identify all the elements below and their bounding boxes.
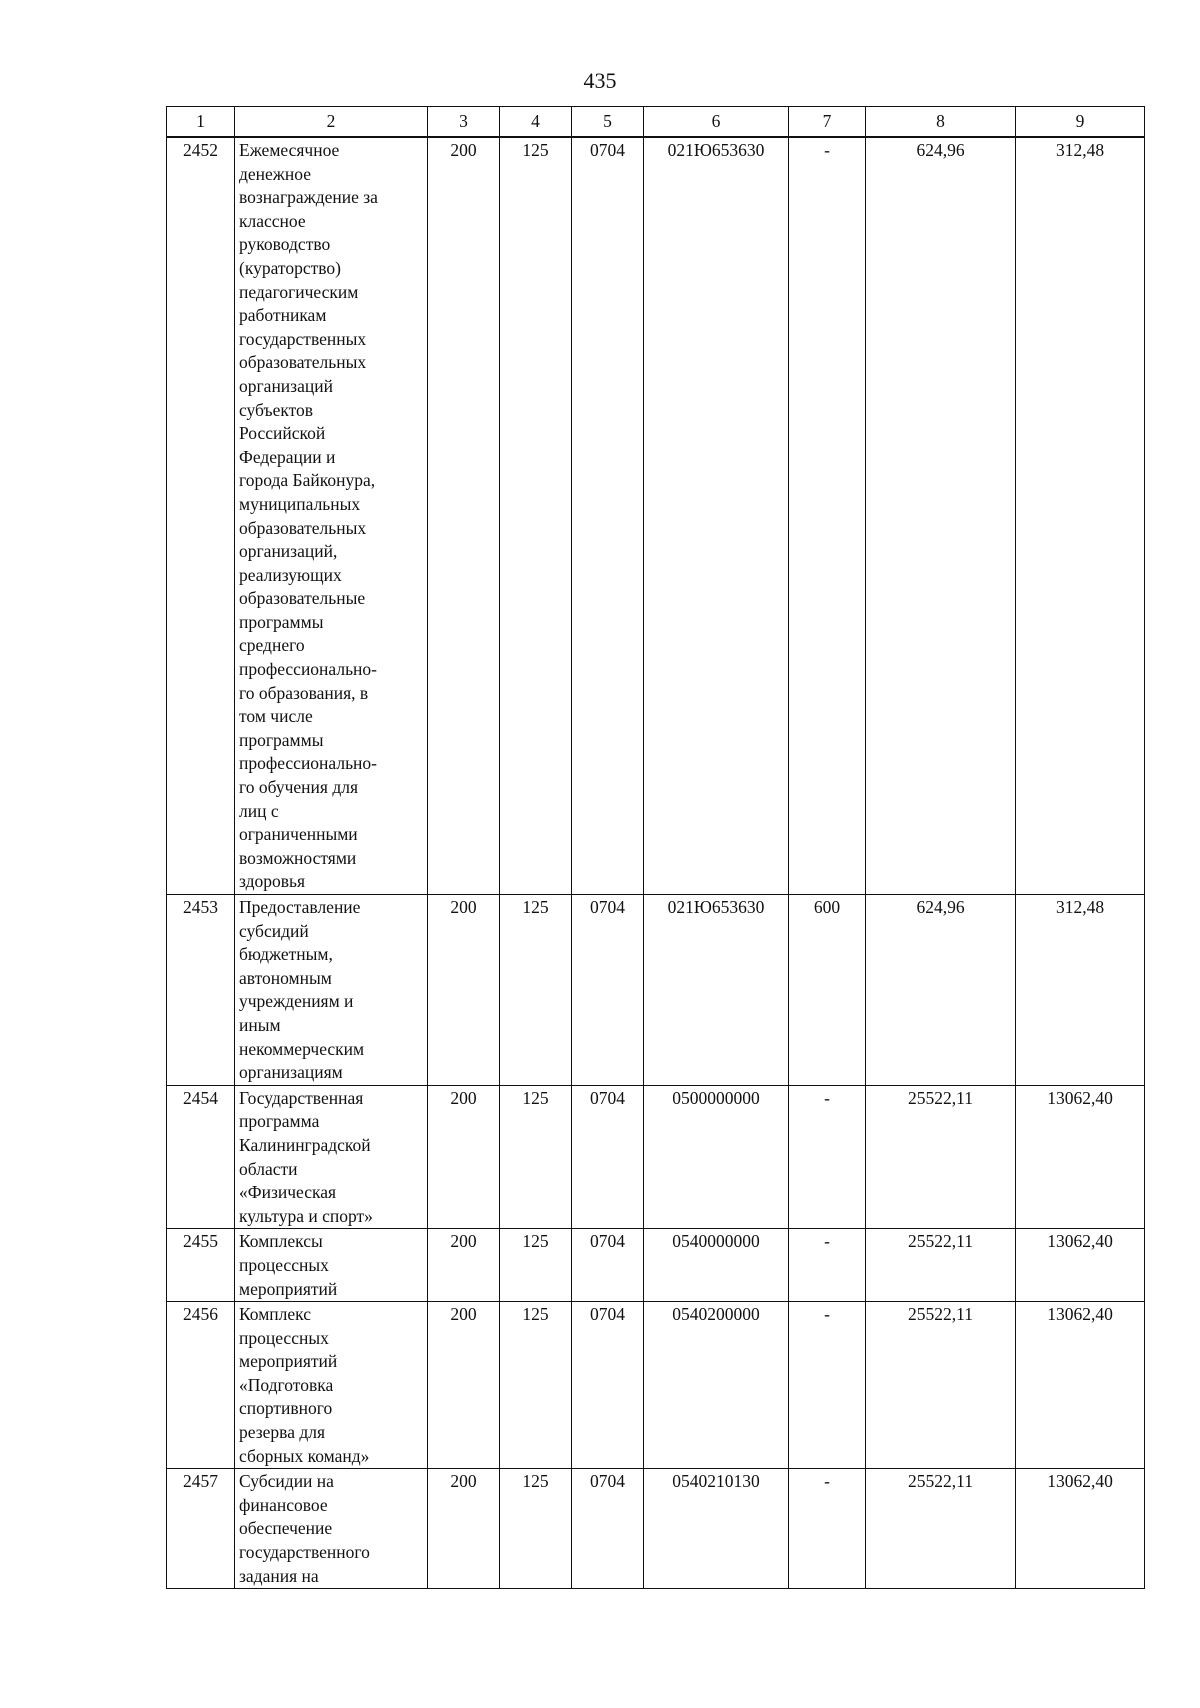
table-row <box>167 1469 1145 1589</box>
table-row <box>167 895 1145 1086</box>
cell-col4: 125 <box>500 1302 572 1469</box>
row-name-text: Предоставление субсидий бюджетным, автономным учреждениям и иным некоммерческим организациям <box>239 897 365 1083</box>
row-number-cell: 2456 <box>167 1302 235 1469</box>
row-name-text: Государственная программа Калининградской области «Физическая культура и спорт» <box>239 1087 373 1226</box>
cell-col7: - <box>789 1085 866 1229</box>
cell-col6: 021Ю653630 <box>644 895 789 1086</box>
cell-col7: 600 <box>789 895 866 1086</box>
row-name-cell <box>235 1469 428 1589</box>
row-number-cell: 2457 <box>167 1469 235 1589</box>
column-header: 5 <box>572 107 644 138</box>
column-header: 9 <box>1016 107 1145 138</box>
column-header: 4 <box>500 107 572 138</box>
column-header: 6 <box>644 107 789 138</box>
budget-table <box>166 106 1145 1589</box>
cell-col9: 13062,40 <box>1016 1469 1145 1589</box>
cell-col4: 125 <box>500 1229 572 1302</box>
cell-col6: 0500000000 <box>644 1085 789 1229</box>
row-name-cell <box>235 1302 428 1469</box>
column-header: 8 <box>866 107 1016 138</box>
cell-col6: 021Ю653630 <box>644 137 789 895</box>
row-name-text: Субсидии на финансовое обеспечение государственного задания на <box>239 1471 370 1586</box>
cell-col8: 25522,11 <box>866 1469 1016 1589</box>
cell-col9: 13062,40 <box>1016 1229 1145 1302</box>
column-header: 3 <box>428 107 500 138</box>
cell-col7: - <box>789 1302 866 1469</box>
row-name-cell <box>235 895 428 1086</box>
cell-col6: 0540200000 <box>644 1302 789 1469</box>
cell-col4: 125 <box>500 137 572 895</box>
cell-col9: 312,48 <box>1016 895 1145 1086</box>
cell-col6: 0540000000 <box>644 1229 789 1302</box>
cell-col9: 13062,40 <box>1016 1302 1145 1469</box>
cell-col8: 624,96 <box>866 137 1016 895</box>
cell-col5: 0704 <box>572 1469 644 1589</box>
cell-col5: 0704 <box>572 1302 644 1469</box>
row-name-text: Комплекс процессных мероприятий «Подготовка спортивного резерва для сборных команд» <box>239 1304 370 1466</box>
cell-col4: 125 <box>500 1469 572 1589</box>
cell-col3: 200 <box>428 895 500 1086</box>
cell-col7: - <box>789 1229 866 1302</box>
table-row <box>167 1229 1145 1302</box>
column-header: 2 <box>235 107 428 138</box>
column-header: 7 <box>789 107 866 138</box>
row-number-cell: 2453 <box>167 895 235 1086</box>
cell-col5: 0704 <box>572 1085 644 1229</box>
cell-col3: 200 <box>428 1302 500 1469</box>
row-name-cell <box>235 1229 428 1302</box>
row-name-text: Ежемесячное денежное вознаграждение за классное руководство (кураторство) педагогическим работникам государственных образовательных организаций субъектов Российской Федерации и города Байконура, муниципальных образовательных организаций, реализующих образовательные программы среднего профессионально- го образования, в том числе программы профессионально- го обучения для лиц с ограниченными возможностями здоровья <box>239 140 378 892</box>
cell-col8: 25522,11 <box>866 1302 1016 1469</box>
cell-col5: 0704 <box>572 137 644 895</box>
cell-col8: 624,96 <box>866 895 1016 1086</box>
table-row <box>167 1302 1145 1469</box>
table-row <box>167 1085 1145 1229</box>
cell-col9: 312,48 <box>1016 137 1145 895</box>
cell-col3: 200 <box>428 1229 500 1302</box>
cell-col8: 25522,11 <box>866 1229 1016 1302</box>
table-row <box>167 137 1145 895</box>
row-number-cell: 2455 <box>167 1229 235 1302</box>
cell-col3: 200 <box>428 1469 500 1589</box>
page-number: 435 <box>583 68 617 93</box>
cell-col7: - <box>789 1469 866 1589</box>
cell-col5: 0704 <box>572 895 644 1086</box>
row-name-text: Комплексы процессных мероприятий <box>239 1231 338 1299</box>
cell-col3: 200 <box>428 137 500 895</box>
cell-col4: 125 <box>500 1085 572 1229</box>
row-name-cell <box>235 137 428 895</box>
cell-col9: 13062,40 <box>1016 1085 1145 1229</box>
table-header-row <box>167 107 1145 138</box>
cell-col6: 0540210130 <box>644 1469 789 1589</box>
column-header: 1 <box>167 107 235 138</box>
row-number-cell: 2452 <box>167 137 235 895</box>
cell-col4: 125 <box>500 895 572 1086</box>
cell-col5: 0704 <box>572 1229 644 1302</box>
cell-col7: - <box>789 137 866 895</box>
cell-col3: 200 <box>428 1085 500 1229</box>
row-number-cell: 2454 <box>167 1085 235 1229</box>
row-name-cell <box>235 1085 428 1229</box>
cell-col8: 25522,11 <box>866 1085 1016 1229</box>
